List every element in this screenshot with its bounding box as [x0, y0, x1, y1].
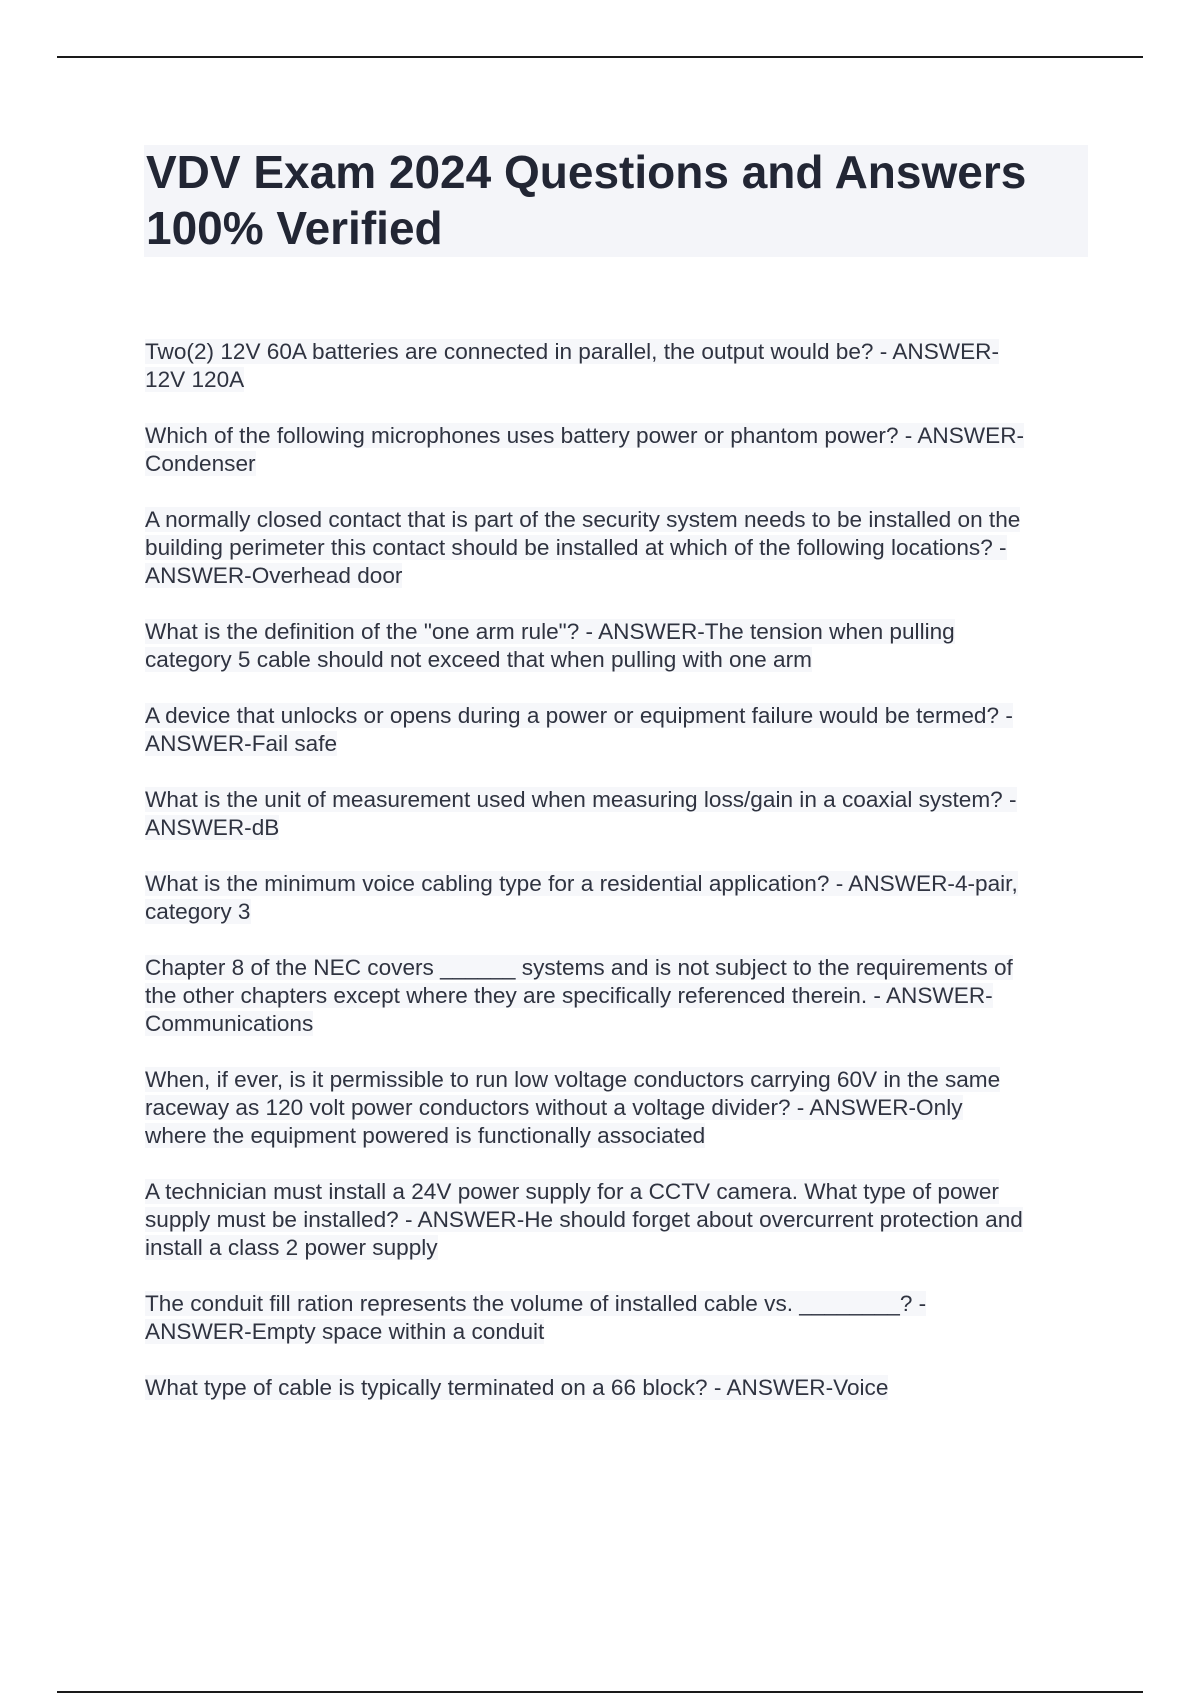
qa-text: Chapter 8 of the NEC covers ______ systems and is not subject to the requirements of the other chapters except where they are specifically referenced therein. - ANSWER- Communications: [145, 955, 1013, 1036]
top-rule: [57, 56, 1143, 58]
qa-item: [145, 338, 1095, 394]
bottom-rule: [57, 1691, 1143, 1693]
qa-item: [145, 422, 1095, 478]
qa-text: Two(2) 12V 60A batteries are connected in parallel, the output would be? - ANSWER- 12V 120A: [145, 339, 1000, 392]
qa-text: A device that unlocks or opens during a power or equipment failure would be termed? - ANSWER-Fail safe: [145, 703, 1013, 756]
qa-item: [145, 870, 1095, 926]
qa-text: A technician must install a 24V power supply for a CCTV camera. What type of power supply must be installed? - ANSWER-He should forget about overcurrent protection and install a class 2 power supply: [145, 1179, 1023, 1260]
title-line-2: 100% Verified: [146, 202, 443, 254]
qa-text: The conduit fill ration represents the volume of installed cable vs. ________? - ANSWER-Empty space within a conduit: [145, 1291, 927, 1344]
qa-text: When, if ever, is it permissible to run low voltage conductors carrying 60V in the same raceway as 120 volt power conductors without a voltage divider? - ANSWER-Only where the equipment powered is functionally associated: [145, 1067, 1001, 1148]
title-line-1: VDV Exam 2024 Questions and Answers: [146, 146, 1027, 198]
qa-text: Which of the following microphones uses battery power or phantom power? - ANSWER- Condenser: [145, 423, 1025, 476]
qa-item: [145, 1066, 1095, 1150]
qa-item: [145, 954, 1095, 1038]
qa-item: [145, 506, 1095, 590]
document-title: [146, 144, 1086, 256]
qa-item: [145, 1374, 1095, 1402]
qa-text: What is the unit of measurement used when measuring loss/gain in a coaxial system? - ANSWER-dB: [145, 787, 1017, 840]
qa-text: A normally closed contact that is part of the security system needs to be installed on the building perimeter this contact should be installed at which of the following locations? - ANSWER-Overhead door: [145, 507, 1021, 588]
qa-text: What is the definition of the "one arm rule"? - ANSWER-The tension when pulling category 5 cable should not exceed that when pulling with one arm: [145, 619, 955, 672]
qa-item: [145, 618, 1095, 674]
qa-item: [145, 786, 1095, 842]
qa-text: What is the minimum voice cabling type for a residential application? - ANSWER-4-pair, category 3: [145, 871, 1018, 924]
qa-item: [145, 1290, 1095, 1346]
qa-item: [145, 1178, 1095, 1262]
qa-item: [145, 702, 1095, 758]
qa-list: [145, 338, 1095, 1430]
qa-text: What type of cable is typically terminated on a 66 block? - ANSWER-Voice: [145, 1375, 889, 1400]
